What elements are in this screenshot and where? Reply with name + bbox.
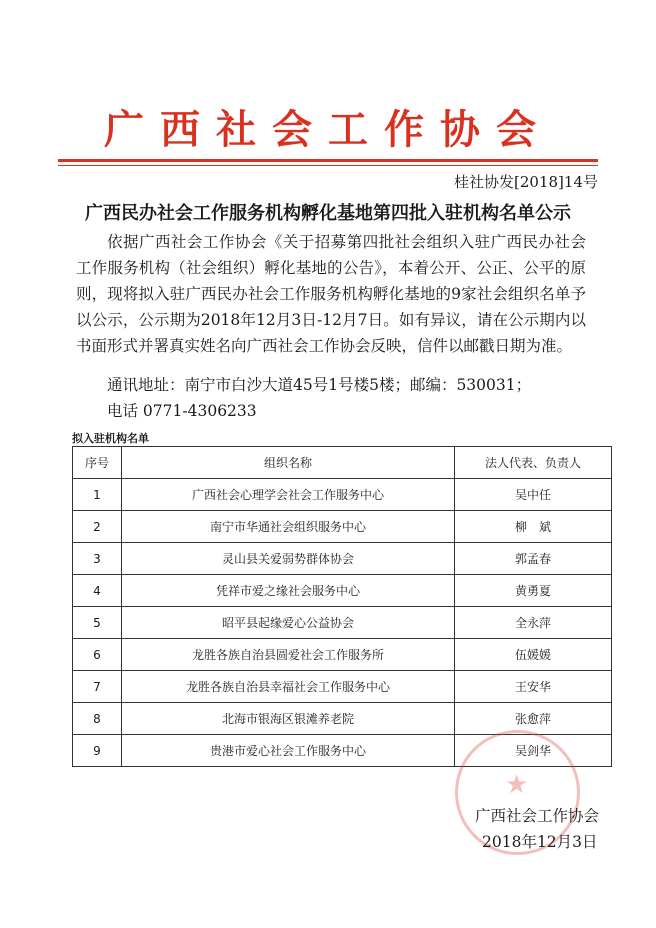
row-representative: 张愈萍 bbox=[455, 703, 612, 735]
organization-table bbox=[72, 446, 612, 767]
row-representative: 伍媛媛 bbox=[455, 639, 612, 671]
table-row bbox=[73, 639, 612, 671]
row-org-name: 贵港市爱心社会工作服务中心 bbox=[122, 735, 455, 767]
table-row bbox=[73, 511, 612, 543]
row-representative: 柳 斌 bbox=[455, 511, 612, 543]
letterhead-rule-thin bbox=[58, 165, 598, 166]
row-representative: 吴中任 bbox=[455, 479, 612, 511]
header-representative: 法人代表、负责人 bbox=[455, 447, 612, 479]
row-org-name: 龙胜各族自治县圆爱社会工作服务所 bbox=[122, 639, 455, 671]
row-number: 5 bbox=[73, 607, 122, 639]
signature-date: 2018年12月3日 bbox=[482, 833, 598, 851]
letterhead-rule-thick bbox=[58, 159, 598, 162]
notice-title: 广西民办社会工作服务机构孵化基地第四批入驻机构名单公示 bbox=[85, 203, 571, 224]
seal-star-icon: ★ bbox=[505, 770, 529, 800]
row-number: 2 bbox=[73, 511, 122, 543]
row-representative: 全永萍 bbox=[455, 607, 612, 639]
row-number: 7 bbox=[73, 671, 122, 703]
list-label: 拟入驻机构名单 bbox=[72, 432, 149, 445]
table-row bbox=[73, 671, 612, 703]
row-org-name: 南宁市华通社会组织服务中心 bbox=[122, 511, 455, 543]
row-number: 6 bbox=[73, 639, 122, 671]
document-number: 桂社协发[2018]14号 bbox=[454, 173, 598, 191]
table-header-row bbox=[73, 447, 612, 479]
row-number: 4 bbox=[73, 575, 122, 607]
row-representative: 黄勇夏 bbox=[455, 575, 612, 607]
contact-phone: 电话 0771-4306233 bbox=[107, 402, 257, 420]
row-number: 1 bbox=[73, 479, 122, 511]
header-number: 序号 bbox=[73, 447, 122, 479]
table-row bbox=[73, 607, 612, 639]
row-org-name: 北海市银海区银滩养老院 bbox=[122, 703, 455, 735]
row-org-name: 广西社会心理学会社会工作服务中心 bbox=[122, 479, 455, 511]
table-row bbox=[73, 703, 612, 735]
org-letterhead-title: 广西社会工作协会 bbox=[104, 107, 552, 153]
row-representative: 郭孟春 bbox=[455, 543, 612, 575]
row-org-name: 昭平县起缘爱心公益协会 bbox=[122, 607, 455, 639]
row-representative: 王安华 bbox=[455, 671, 612, 703]
row-number: 9 bbox=[73, 735, 122, 767]
row-org-name: 灵山县关爱弱势群体协会 bbox=[122, 543, 455, 575]
row-representative: 吴剑华 bbox=[455, 735, 612, 767]
table-row bbox=[73, 543, 612, 575]
row-number: 8 bbox=[73, 703, 122, 735]
contact-address: 通讯地址：南宁市白沙大道45号1号楼5楼；邮编：530031； bbox=[107, 376, 532, 394]
table-row bbox=[73, 479, 612, 511]
signature-org: 广西社会工作协会 bbox=[475, 807, 600, 825]
header-org-name: 组织名称 bbox=[122, 447, 455, 479]
notice-body: 依据广西社会工作协会《关于招募第四批社会组织入驻广西民办社会工作服务机构（社会组织）孵化基地的公告》，本着公开、公正、公平的原则，现将拟入驻广西民办社会工作服务机构孵化基地的9家社会组织名单予以公示，公示期为2018年12月3日-12月7日。如有异议，请在公示期内以书面形式并署真实姓名向广西社会工作协会反映，信件以邮戳日期为准。 bbox=[76, 233, 586, 355]
row-org-name: 龙胜各族自治县幸福社会工作服务中心 bbox=[122, 671, 455, 703]
row-number: 3 bbox=[73, 543, 122, 575]
row-org-name: 凭祥市爱之缘社会服务中心 bbox=[122, 575, 455, 607]
table-row bbox=[73, 575, 612, 607]
